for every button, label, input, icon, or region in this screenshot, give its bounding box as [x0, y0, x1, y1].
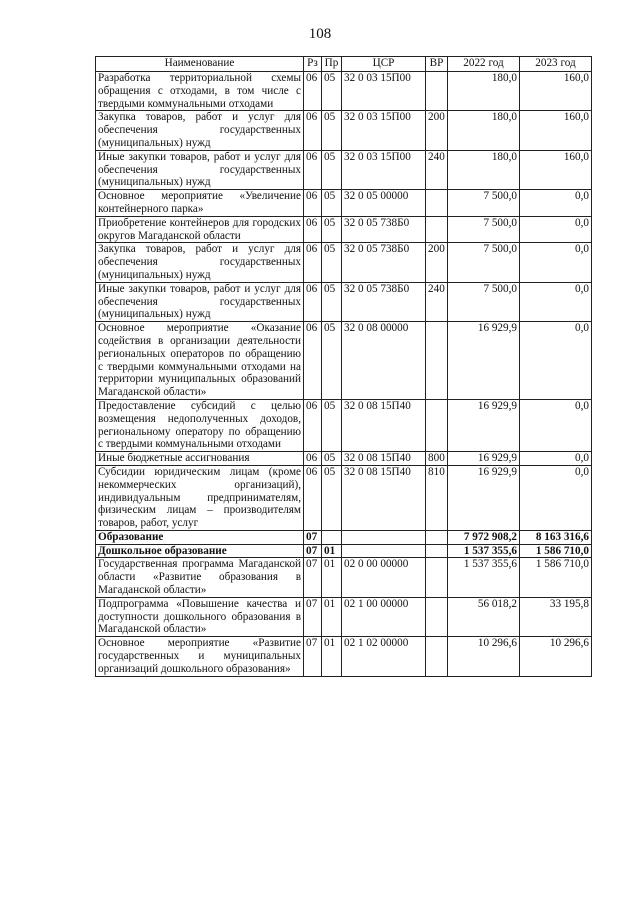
cell-rz: 06 [304, 150, 322, 189]
header-vr: ВР [426, 57, 448, 72]
cell-rz: 06 [304, 399, 322, 451]
cell-pr: 05 [322, 452, 342, 466]
cell-name: Образование [96, 530, 304, 544]
cell-2022: 7 972 908,2 [448, 530, 520, 544]
cell-2023: 0,0 [520, 282, 592, 321]
cell-2022: 7 500,0 [448, 190, 520, 217]
cell-2023: 160,0 [520, 111, 592, 150]
cell-2022: 7 500,0 [448, 216, 520, 243]
cell-vr [426, 190, 448, 217]
cell-2023: 1 586 710,0 [520, 544, 592, 558]
cell-name: Иные бюджетные ассигнования [96, 452, 304, 466]
cell-2022: 16 929,9 [448, 465, 520, 530]
cell-2023: 0,0 [520, 465, 592, 530]
cell-csr: 32 0 08 15П40 [342, 452, 426, 466]
cell-vr [426, 544, 448, 558]
cell-pr: 01 [322, 637, 342, 676]
cell-name: Подпрограмма «Повышение качества и доступности дошкольного образования в Магаданской области» [96, 597, 304, 636]
cell-2023: 0,0 [520, 452, 592, 466]
cell-2023: 0,0 [520, 216, 592, 243]
cell-2022: 16 929,9 [448, 399, 520, 451]
cell-rz: 07 [304, 558, 322, 597]
cell-vr: 200 [426, 111, 448, 150]
cell-csr: 32 0 03 15П00 [342, 72, 426, 111]
table-row [96, 190, 592, 217]
cell-vr [426, 72, 448, 111]
cell-csr: 32 0 03 15П00 [342, 111, 426, 150]
cell-2023: 8 163 316,6 [520, 530, 592, 544]
table-row [96, 530, 592, 544]
cell-2023: 33 195,8 [520, 597, 592, 636]
cell-name: Основное мероприятие «Увеличение контейнерного парка» [96, 190, 304, 217]
table-row [96, 111, 592, 150]
cell-csr: 32 0 08 15П40 [342, 465, 426, 530]
cell-rz: 06 [304, 72, 322, 111]
table-row [96, 465, 592, 530]
cell-name: Основное мероприятие «Развитие государственных и муниципальных организаций дошкольного образования» [96, 637, 304, 676]
table-row [96, 216, 592, 243]
cell-vr [426, 558, 448, 597]
cell-rz: 06 [304, 322, 322, 400]
table-row [96, 637, 592, 676]
cell-2023: 0,0 [520, 243, 592, 282]
cell-name: Иные закупки товаров, работ и услуг для обеспечения государственных (муниципальных) нужд [96, 282, 304, 321]
cell-csr: 32 0 05 00000 [342, 190, 426, 217]
cell-2022: 180,0 [448, 150, 520, 189]
cell-pr: 05 [322, 150, 342, 189]
cell-name: Приобретение контейнеров для городских округов Магаданской области [96, 216, 304, 243]
cell-csr: 32 0 05 738Б0 [342, 282, 426, 321]
cell-csr [342, 530, 426, 544]
cell-2023: 10 296,6 [520, 637, 592, 676]
table-row [96, 322, 592, 400]
cell-rz: 06 [304, 190, 322, 217]
table-row [96, 150, 592, 189]
cell-vr: 800 [426, 452, 448, 466]
cell-rz: 06 [304, 282, 322, 321]
cell-2022: 1 537 355,6 [448, 544, 520, 558]
cell-2022: 16 929,9 [448, 322, 520, 400]
cell-pr: 05 [322, 399, 342, 451]
cell-csr: 02 1 00 00000 [342, 597, 426, 636]
cell-name: Дошкольное образование [96, 544, 304, 558]
header-2023: 2023 год [520, 57, 592, 72]
cell-pr: 05 [322, 282, 342, 321]
cell-2023: 1 586 710,0 [520, 558, 592, 597]
table-header-row [96, 57, 592, 72]
cell-name: Предоставление субсидий с целью возмещения недополученных доходов, региональному оператору по обращению с твердыми коммунальными отходами [96, 399, 304, 451]
table-row [96, 243, 592, 282]
table-row [96, 282, 592, 321]
cell-2023: 0,0 [520, 322, 592, 400]
table-row [96, 544, 592, 558]
cell-csr [342, 544, 426, 558]
cell-csr: 32 0 03 15П00 [342, 150, 426, 189]
cell-pr: 05 [322, 190, 342, 217]
table-row [96, 452, 592, 466]
header-rz: Рз [304, 57, 322, 72]
cell-rz: 07 [304, 597, 322, 636]
cell-2022: 56 018,2 [448, 597, 520, 636]
header-pr: Пр [322, 57, 342, 72]
cell-2022: 7 500,0 [448, 243, 520, 282]
cell-name: Субсидии юридическим лицам (кроме некоммерческих организаций), индивидуальным предпринимателям, физическим лицам – производителям товаров, работ, услуг [96, 465, 304, 530]
cell-2022: 10 296,6 [448, 637, 520, 676]
cell-rz: 07 [304, 637, 322, 676]
cell-name: Закупка товаров, работ и услуг для обеспечения государственных (муниципальных) нужд [96, 111, 304, 150]
cell-pr: 05 [322, 322, 342, 400]
cell-2022: 180,0 [448, 111, 520, 150]
cell-name: Основное мероприятие «Оказание содействия в организации деятельности региональных операторов по обращению с твердыми коммунальными отходами на территории муниципальных образований Магаданской области» [96, 322, 304, 400]
cell-pr: 01 [322, 544, 342, 558]
cell-vr: 810 [426, 465, 448, 530]
cell-2022: 180,0 [448, 72, 520, 111]
cell-pr: 05 [322, 72, 342, 111]
cell-csr: 32 0 05 738Б0 [342, 216, 426, 243]
cell-vr [426, 597, 448, 636]
cell-vr: 200 [426, 243, 448, 282]
cell-vr [426, 530, 448, 544]
cell-2022: 7 500,0 [448, 282, 520, 321]
header-csr: ЦСР [342, 57, 426, 72]
cell-csr: 02 0 00 00000 [342, 558, 426, 597]
budget-table [95, 56, 592, 677]
cell-rz: 06 [304, 243, 322, 282]
header-name: Наименование [96, 57, 304, 72]
cell-2023: 160,0 [520, 72, 592, 111]
cell-2023: 0,0 [520, 399, 592, 451]
cell-name: Государственная программа Магаданской области «Развитие образования в Магаданской области» [96, 558, 304, 597]
cell-pr: 05 [322, 216, 342, 243]
header-2022: 2022 год [448, 57, 520, 72]
cell-vr [426, 216, 448, 243]
cell-2023: 0,0 [520, 190, 592, 217]
cell-vr: 240 [426, 150, 448, 189]
cell-rz: 07 [304, 544, 322, 558]
cell-rz: 06 [304, 465, 322, 530]
cell-pr: 05 [322, 243, 342, 282]
cell-csr: 32 0 08 15П40 [342, 399, 426, 451]
cell-csr: 02 1 02 00000 [342, 637, 426, 676]
cell-2023: 160,0 [520, 150, 592, 189]
cell-pr [322, 530, 342, 544]
cell-2022: 1 537 355,6 [448, 558, 520, 597]
cell-rz: 06 [304, 216, 322, 243]
cell-pr: 01 [322, 597, 342, 636]
table-row [96, 558, 592, 597]
cell-rz: 06 [304, 111, 322, 150]
page-number: 108 [308, 26, 332, 42]
cell-csr: 32 0 08 00000 [342, 322, 426, 400]
cell-vr: 240 [426, 282, 448, 321]
cell-2022: 16 929,9 [448, 452, 520, 466]
cell-name: Разработка территориальной схемы обращения с отходами, в том числе с твердыми коммунальными отходами [96, 72, 304, 111]
cell-vr [426, 637, 448, 676]
cell-pr: 05 [322, 111, 342, 150]
cell-rz: 07 [304, 530, 322, 544]
cell-pr: 01 [322, 558, 342, 597]
cell-rz: 06 [304, 452, 322, 466]
cell-name: Закупка товаров, работ и услуг для обеспечения государственных (муниципальных) нужд [96, 243, 304, 282]
table-row [96, 399, 592, 451]
cell-pr: 05 [322, 465, 342, 530]
cell-vr [426, 322, 448, 400]
table-row [96, 72, 592, 111]
cell-vr [426, 399, 448, 451]
cell-csr: 32 0 05 738Б0 [342, 243, 426, 282]
cell-name: Иные закупки товаров, работ и услуг для обеспечения государственных (муниципальных) нужд [96, 150, 304, 189]
table-row [96, 597, 592, 636]
